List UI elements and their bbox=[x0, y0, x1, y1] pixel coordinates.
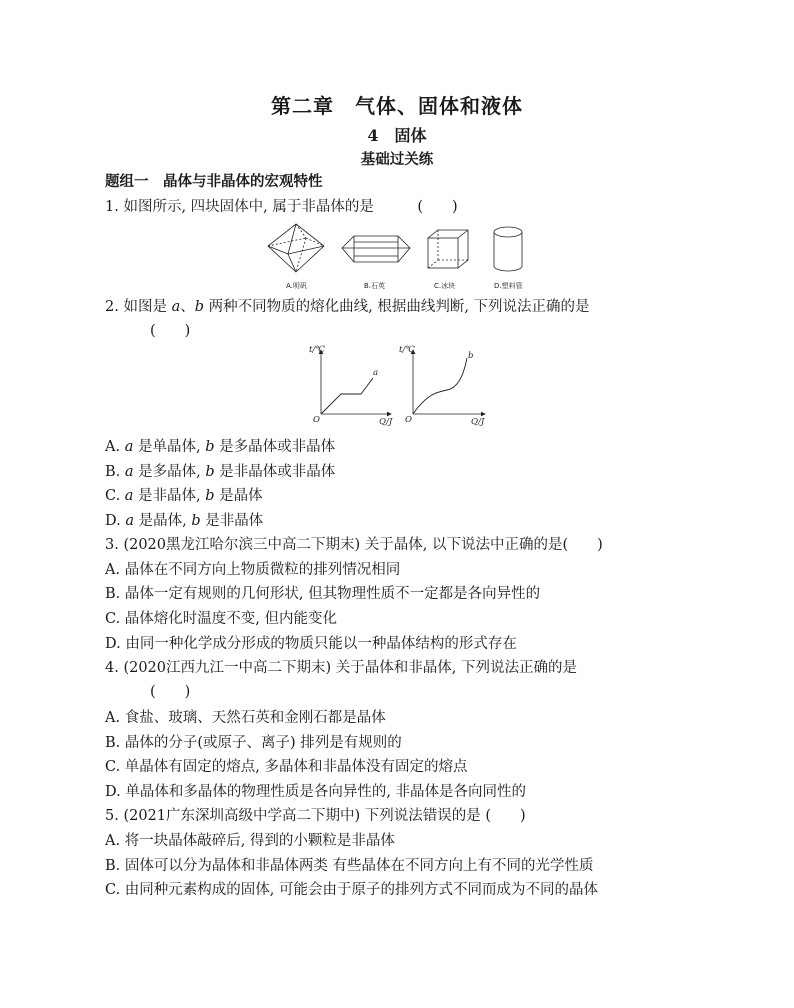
q2-option-b bbox=[105, 462, 335, 482]
graph-b-curve-label: b bbox=[468, 351, 474, 361]
question-2-stem bbox=[105, 297, 590, 317]
option-letter: A. bbox=[105, 439, 125, 455]
caption-d: D.塑料管 bbox=[494, 282, 523, 290]
q4-option-d: D. 单晶体和多晶体的物理性质是各向异性的, 非晶体是各向同性的 bbox=[105, 784, 527, 800]
graph-a bbox=[309, 345, 393, 427]
q2-option-a bbox=[105, 437, 335, 457]
plastic-pipe-drawing bbox=[494, 227, 522, 271]
curve-a bbox=[321, 378, 373, 414]
q3-option-d: D. 由同一种化学成分形成的物质只能以一种晶体结构的形式存在 bbox=[105, 636, 517, 652]
q3-option-c: C. 晶体熔化时温度不变, 但内能变化 bbox=[105, 611, 338, 627]
graph-b bbox=[399, 345, 485, 427]
question-4-stem: 4. (2020江西九江一中高二下期末) 关于晶体和非晶体, 下列说法正确的是 bbox=[105, 660, 577, 676]
quartz-crystal-drawing bbox=[342, 236, 410, 262]
var-b: b bbox=[205, 464, 215, 480]
var-a: a bbox=[124, 439, 134, 455]
q4-option-a: A. 食盐、玻璃、天然石英和金刚石都是晶体 bbox=[105, 710, 386, 726]
graph-b-x-label: Q/J bbox=[471, 417, 485, 427]
var-b: b bbox=[205, 488, 215, 504]
graph-b-y-label: t/℃ bbox=[399, 345, 415, 355]
option-text: 是非晶体 bbox=[200, 513, 264, 529]
option-text: 是晶体, bbox=[133, 513, 192, 529]
solids-figure bbox=[258, 220, 523, 292]
option-text: 是非晶体, bbox=[133, 488, 206, 504]
question-3-stem: 3. (2020黑龙江哈尔滨三中高二下期末) 关于晶体, 以下说法中正确的是( ) bbox=[105, 537, 603, 553]
question-1-stem: 1. 如图所示, 四块固体中, 属于非晶体的是 ( ) bbox=[105, 199, 458, 215]
q5-option-b: B. 固体可以分为晶体和非晶体两类 有些晶体在不同方向上有不同的光学性质 bbox=[105, 858, 594, 874]
q3-option-a: A. 晶体在不同方向上物质微粒的排列情况相同 bbox=[105, 562, 401, 578]
stem-text: 两种不同物质的熔化曲线, 根据曲线判断, 下列说法正确的是 bbox=[204, 299, 590, 315]
option-text: 是单晶体, bbox=[133, 439, 206, 455]
caption-c: C.冰块 bbox=[434, 282, 456, 290]
ice-cube-drawing bbox=[428, 230, 468, 268]
var-a: a bbox=[125, 513, 134, 529]
melting-curves-figure bbox=[305, 342, 495, 430]
option-text: 是多晶体或非晶体 bbox=[214, 439, 336, 455]
var-a: a bbox=[124, 464, 134, 480]
question-5-stem: 5. (2021广东深圳高级中学高二下期中) 下列说法错误的是 ( ) bbox=[105, 808, 526, 824]
q4-option-c: C. 单晶体有固定的熔点, 多晶体和非晶体没有固定的熔点 bbox=[105, 759, 468, 775]
q2-option-d bbox=[105, 511, 263, 531]
stem-text: 、 bbox=[180, 299, 195, 315]
q3-option-b: B. 晶体一定有规则的几何形状, 但其物理性质不一定都是各向异性的 bbox=[105, 586, 541, 602]
graph-b-origin: O bbox=[405, 415, 412, 425]
curve-b bbox=[413, 358, 467, 414]
alum-crystal-drawing bbox=[268, 224, 324, 272]
question-4-paren: ( ) bbox=[150, 684, 191, 700]
caption-a: A.明矾 bbox=[286, 282, 307, 290]
section-title: 4 固体 bbox=[367, 126, 427, 145]
var-b: b bbox=[191, 513, 201, 529]
question-group-heading: 题组一 晶体与非晶体的宏观特性 bbox=[105, 173, 323, 190]
var-a: a bbox=[124, 488, 134, 504]
graph-a-origin: O bbox=[313, 415, 320, 425]
option-text: 是多晶体, bbox=[133, 464, 206, 480]
graph-a-curve-label: a bbox=[373, 368, 379, 378]
graph-a-x-label: Q/J bbox=[379, 417, 393, 427]
graph-a-y-label: t/℃ bbox=[309, 345, 325, 355]
caption-b: B.石英 bbox=[364, 282, 386, 290]
stem-text: 2. 如图是 bbox=[105, 299, 172, 315]
question-2-paren: ( ) bbox=[150, 323, 191, 339]
option-text: 是非晶体或非晶体 bbox=[214, 464, 336, 480]
q4-option-b: B. 晶体的分子(或原子、离子) 排列是有规则的 bbox=[105, 735, 402, 751]
q2-option-c bbox=[105, 486, 263, 506]
q5-option-a: A. 将一块晶体敲碎后, 得到的小颗粒是非晶体 bbox=[105, 833, 395, 849]
var-a: a bbox=[171, 299, 181, 315]
option-letter: B. bbox=[105, 464, 125, 480]
var-b: b bbox=[194, 299, 205, 315]
chapter-title: 第二章 气体、固体和液体 bbox=[271, 94, 523, 118]
option-letter: D. bbox=[105, 513, 126, 529]
exercise-subtitle: 基础过关练 bbox=[360, 151, 434, 168]
option-letter: C. bbox=[105, 488, 125, 504]
q5-option-c: C. 由同种元素构成的固体, 可能会由于原子的排列方式不同而成为不同的晶体 bbox=[105, 882, 599, 898]
var-b: b bbox=[205, 439, 215, 455]
option-text: 是晶体 bbox=[214, 488, 263, 504]
